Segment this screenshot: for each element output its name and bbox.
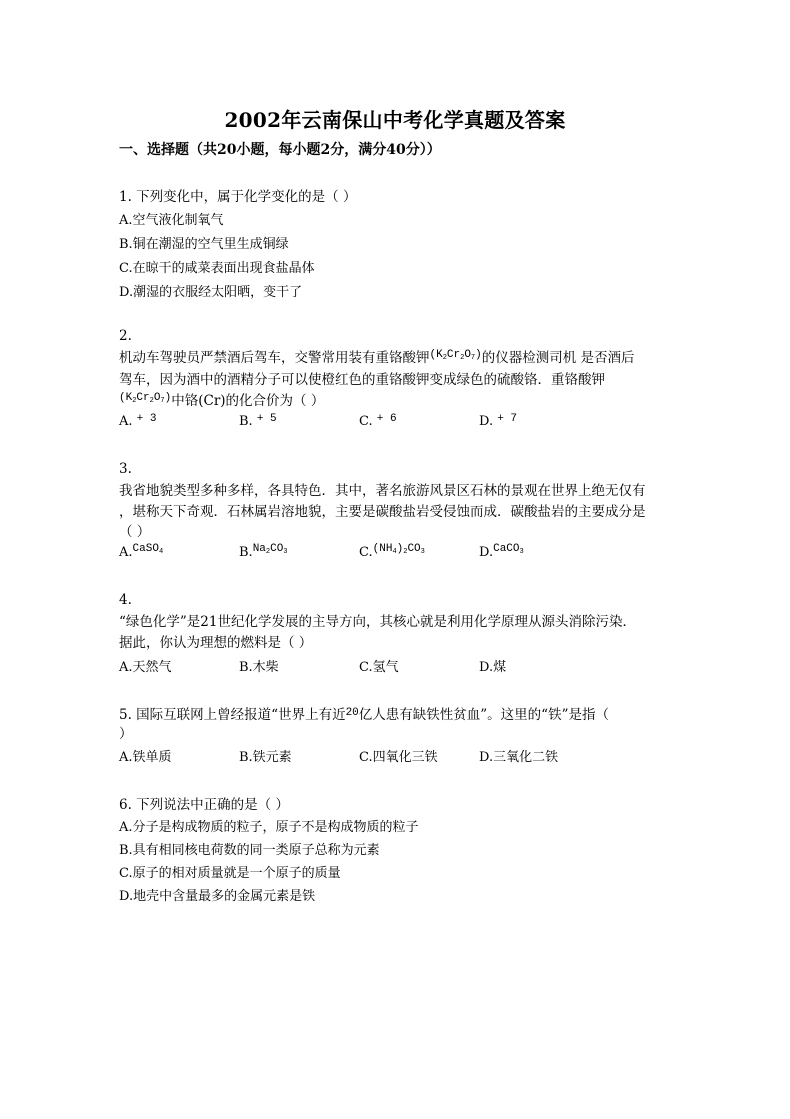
question-3-line-1: 我省地貌类型多种多样，各具特色．其中，著名旅游风景区石林的景观在世界上绝无仅有 (119, 483, 646, 499)
question-2-line-1 (119, 346, 635, 367)
formula-caso4: CaSO4 (132, 543, 164, 556)
question-1-stem: 1. 下列变化中，属于化学变化的是（ ） (119, 189, 357, 205)
question-4-option-b: B.木柴 (239, 660, 279, 675)
question-2-number: 2. (119, 328, 132, 344)
option-value: + 3 (136, 413, 157, 425)
question-3-option-d (479, 545, 524, 561)
formula-k2cr2o7: (K2Cr2O7) (429, 349, 482, 362)
question-2-text-a: 机动车驾驶员严禁酒后驾车，交警常用装有重铬酸钾 (119, 350, 430, 366)
formula-caco3: CaCO3 (493, 543, 524, 556)
question-1-option-d: D.潮湿的衣服经太阳晒，变干了 (119, 285, 303, 300)
option-letter: B. (239, 545, 253, 560)
question-1-option-b: B.铜在潮湿的空气里生成铜绿 (119, 237, 289, 252)
section-heading: 一、选择题（共20小题，每小题2分，满分40分）） (119, 142, 441, 158)
option-letter: D. (479, 414, 494, 429)
question-6-option-a: A.分子是构成物质的粒子，原子不是构成物质的粒子 (119, 820, 419, 835)
question-5-option-b: B.铁元素 (239, 750, 292, 765)
question-6-stem: 6. 下列说法中正确的是（ ） (119, 797, 289, 813)
question-4-option-c: C.氢气 (359, 660, 399, 675)
question-2-option-c (359, 414, 397, 429)
question-5-option-d: D.三氧化二铁 (479, 750, 559, 765)
option-value: + 7 (497, 413, 518, 425)
option-value: + 6 (376, 413, 397, 425)
question-3-line-2: ，堪称天下奇观．石林属岩溶地貌，主要是碳酸盐岩受侵蚀而成．碳酸盐岩的主要成分是 (119, 504, 646, 520)
question-6-option-c: C.原子的相对质量就是一个原子的质量 (119, 866, 341, 881)
question-5-line-2: ） (119, 726, 133, 742)
option-letter: C. (359, 545, 373, 560)
formula-nh4-2co3: (NH4)2CO3 (372, 543, 425, 556)
option-letter: A. (119, 414, 133, 429)
option-letter: D. (479, 545, 494, 560)
question-4-line-1: “绿色化学”是21世纪化学发展的主导方向，其核心就是利用化学原理从源头消除污染． (119, 614, 636, 630)
question-5-text-a: 5. 国际互联网上曾经报道“世界上有近 (119, 707, 346, 723)
question-3-line-3: （ ） (119, 524, 151, 540)
question-1-option-a: A.空气液化制氧气 (119, 213, 224, 228)
formula-k2cr2o7: (K2Cr2O7) (119, 392, 172, 405)
question-3-option-c (359, 545, 425, 561)
page-title: 2002年云南保山中考化学真题及答案 (224, 108, 566, 132)
question-4-option-a: A.天然气 (119, 660, 172, 675)
option-letter: A. (119, 545, 133, 560)
question-2-option-b (239, 414, 277, 429)
question-2-option-a (119, 414, 156, 429)
question-6-option-d: D.地壳中含量最多的金属元素是铁 (119, 889, 316, 904)
question-5-option-c: C.四氧化三铁 (359, 750, 438, 765)
formula-na2co3: Na2CO3 (252, 543, 288, 556)
question-6-option-b: B.具有相同核电荷数的同一类原子总称为元素 (119, 843, 380, 858)
question-2-text-c: 中铬(Cr)的化合价为（ ） (171, 393, 325, 409)
question-2-line-3 (119, 389, 324, 410)
option-letter: B. (239, 414, 253, 429)
option-letter: C. (359, 414, 373, 429)
question-5-number-value: 20 (345, 707, 359, 719)
question-2-line-2: 驾车，因为酒中的酒精分子可以使橙红色的重铬酸钾变成绿色的硫酸铬．重铬酸钾 (119, 372, 605, 388)
question-5-text-b: 亿人患有缺铁性贫血”。这里的“铁”是指（ (358, 707, 609, 723)
question-2-text-b: 的仪器检测司机 是否酒后 (481, 350, 635, 366)
question-2-option-d (479, 414, 517, 429)
question-3-number: 3. (119, 461, 132, 477)
question-4-line-2: 据此，你认为理想的燃料是（ ） (119, 635, 313, 651)
question-4-number: 4. (119, 592, 132, 608)
question-5-option-a: A.铁单质 (119, 750, 172, 765)
question-3-option-b (239, 545, 288, 561)
option-value: + 5 (256, 413, 277, 425)
question-1-option-c: C.在晾干的咸菜表面出现食盐晶体 (119, 261, 315, 276)
question-3-option-a (119, 545, 163, 561)
question-4-option-d: D.煤 (479, 660, 507, 675)
question-5-line-1 (119, 703, 609, 723)
